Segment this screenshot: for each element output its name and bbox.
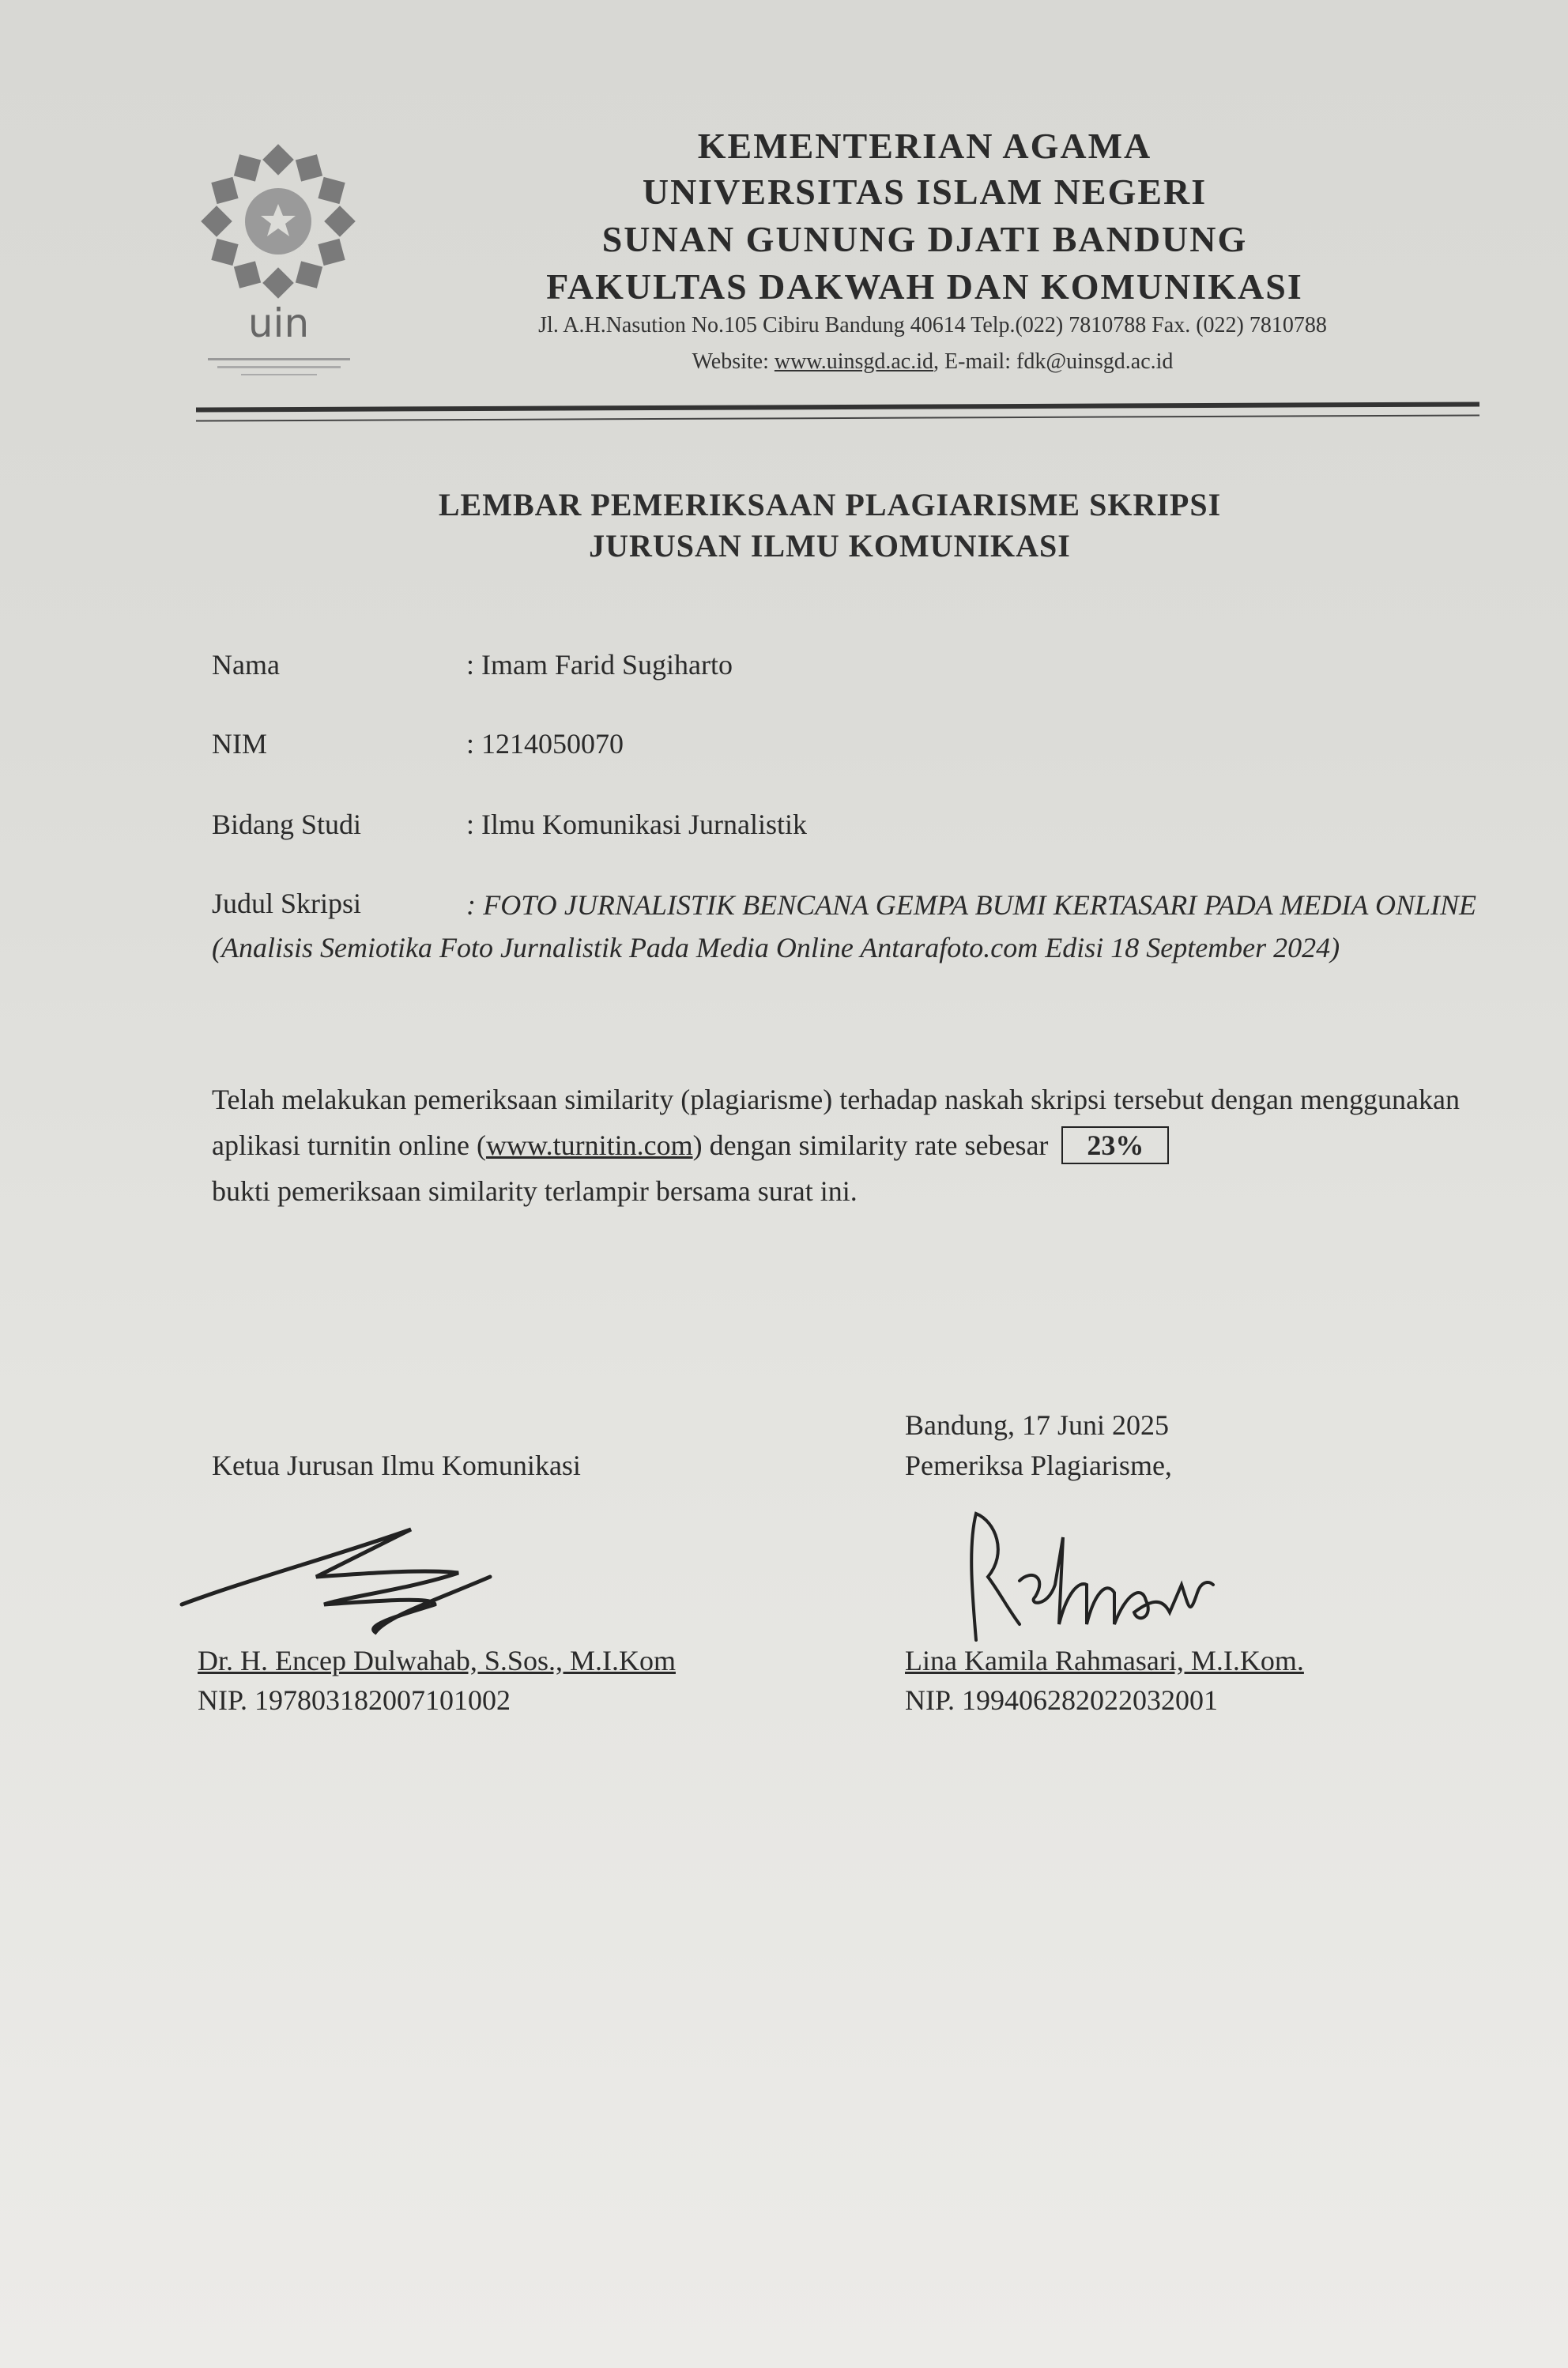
website-label: Website: (692, 349, 775, 374)
field-judul-value (212, 884, 1476, 969)
right-signatory-nip: NIP. 199406282022032001 (905, 1684, 1219, 1716)
logo-text: uin (247, 300, 310, 346)
header-faculty: FAKULTAS DAKWAH DAN KOMUNIKASI (546, 266, 1303, 307)
statement-text-1: Telah melakukan pemeriksaan similarity (plagiarisme) terhadap naskah skripsi tersebut dengan menggunakan aplikasi turnitin online ( (212, 1084, 1460, 1161)
left-signatory-name: Dr. H. Encep Dulwahab, S.Sos., M.I.Kom (198, 1645, 676, 1676)
header-campus: SUNAN GUNUNG DJATI BANDUNG (601, 219, 1248, 259)
right-signature-icon (952, 1506, 1221, 1648)
left-signature-icon (174, 1514, 506, 1640)
document-title: LEMBAR PEMERIKSAAN PLAGIARISME SKRIPSI (438, 487, 1222, 522)
header-university: UNIVERSITAS ISLAM NEGERI (642, 172, 1208, 212)
header-contact (458, 349, 1407, 375)
thesis-title: : FOTO JURNALISTIK BENCANA GEMPA BUMI KERTASARI PADA MEDIA ONLINE (Analisis Semiotika Foto Jurnalistik Pada Media Online Antarafoto.com Edisi 18 September 2024) (212, 889, 1476, 963)
statement-text-2: ) dengan similarity rate sebesar (692, 1129, 1049, 1161)
field-nama-label: Nama (212, 649, 280, 681)
field-bidang-label: Bidang Studi (212, 809, 362, 840)
document-subtitle: JURUSAN ILMU KOMUNIKASI (589, 528, 1071, 564)
right-signatory-name: Lina Kamila Rahmasari, M.I.Kom. (905, 1645, 1304, 1676)
turnitin-link[interactable]: www.turnitin.com (485, 1129, 693, 1161)
left-signatory-nip: NIP. 197803182007101002 (198, 1684, 511, 1716)
place-date: Bandung, 17 Juni 2025 (905, 1409, 1170, 1441)
statement-text-3: bukti pemeriksaan similarity terlampir bersama surat ini. (212, 1175, 858, 1207)
field-bidang-value: : Ilmu Komunikasi Jurnalistik (466, 809, 807, 840)
field-judul-label: Judul Skripsi (212, 888, 362, 919)
header-address: Jl. A.H.Nasution No.105 Cibiru Bandung 40614 Telp.(022) 7810788 Fax. (022) 7810788 (538, 313, 1327, 337)
uin-emblem-icon (186, 138, 371, 391)
field-nama-value: : Imam Farid Sugiharto (466, 649, 733, 681)
field-nim-label: NIM (212, 728, 267, 760)
left-signatory-role: Ketua Jurusan Ilmu Komunikasi (212, 1450, 581, 1481)
header-divider-thin (196, 414, 1479, 421)
header-divider-thick (196, 402, 1479, 412)
right-signatory-role: Pemeriksa Plagiarisme, (905, 1450, 1172, 1481)
similarity-statement (212, 1077, 1508, 1214)
similarity-rate-box: 23% (1061, 1126, 1169, 1164)
email-text: , E-mail: fdk@uinsgd.ac.id (933, 349, 1174, 374)
header-ministry: KEMENTERIAN AGAMA (697, 126, 1152, 166)
university-logo (186, 138, 371, 391)
website-link[interactable]: www.uinsgd.ac.id (774, 349, 934, 374)
field-nim-value: : 1214050070 (466, 728, 624, 760)
